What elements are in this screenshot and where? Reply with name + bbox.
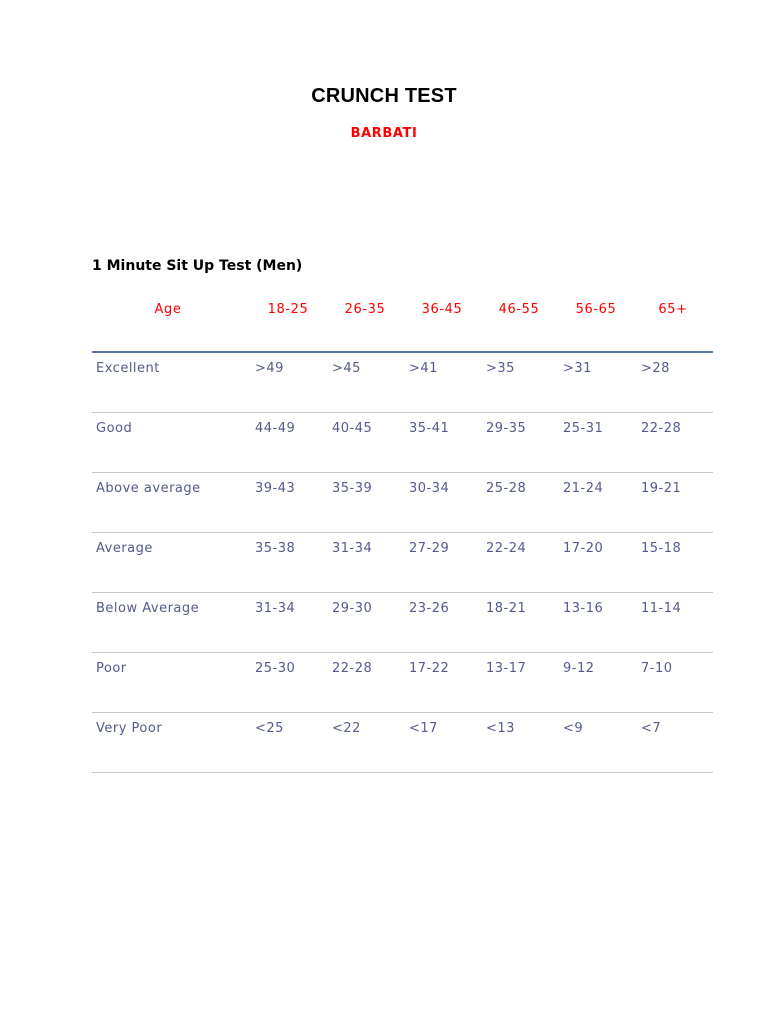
value-cell: >31 <box>563 361 592 376</box>
row-label-cell: Good <box>96 421 133 436</box>
value-cell: 22-28 <box>332 661 373 676</box>
value-cell: <22 <box>332 721 361 736</box>
value-cell: 31-34 <box>332 541 373 556</box>
value-cell: <9 <box>563 721 584 736</box>
value-cell: 35-39 <box>332 481 373 496</box>
value-cell: 21-24 <box>563 481 604 496</box>
value-cell: 17-22 <box>409 661 450 676</box>
page-subtitle: BARBATI <box>350 126 418 141</box>
value-cell: 25-30 <box>255 661 296 676</box>
value-cell: 23-26 <box>409 601 450 616</box>
value-cell: <7 <box>641 721 662 736</box>
header-cell: 46-55 <box>498 302 540 317</box>
header-cell: 65+ <box>658 302 688 317</box>
table-row <box>92 413 713 473</box>
value-cell: 27-29 <box>409 541 450 556</box>
value-cell: <13 <box>486 721 515 736</box>
value-cell: <25 <box>255 721 284 736</box>
value-cell: 29-35 <box>486 421 527 436</box>
row-label-cell: Excellent <box>96 361 160 376</box>
value-cell: 39-43 <box>255 481 296 496</box>
value-cell: >28 <box>641 361 670 376</box>
value-cell: <17 <box>409 721 438 736</box>
value-cell: 13-16 <box>563 601 604 616</box>
value-cell: 11-14 <box>641 601 682 616</box>
value-cell: 22-28 <box>641 421 682 436</box>
value-cell: 7-10 <box>641 661 673 676</box>
header-cell: 18-25 <box>267 302 309 317</box>
page-title: CRUNCH TEST <box>311 85 457 107</box>
row-label-cell: Very Poor <box>96 721 163 736</box>
row-label-cell: Below Average <box>96 601 200 616</box>
value-cell: 35-38 <box>255 541 296 556</box>
value-cell: 40-45 <box>332 421 373 436</box>
value-cell: 18-21 <box>486 601 527 616</box>
value-cell: 15-18 <box>641 541 682 556</box>
value-cell: 13-17 <box>486 661 527 676</box>
value-cell: 29-30 <box>332 601 373 616</box>
value-cell: >41 <box>409 361 438 376</box>
section-heading: 1 Minute Sit Up Test (Men) <box>92 258 303 274</box>
value-cell: >49 <box>255 361 284 376</box>
value-cell: 44-49 <box>255 421 296 436</box>
value-cell: 17-20 <box>563 541 604 556</box>
value-cell: 31-34 <box>255 601 296 616</box>
value-cell: 30-34 <box>409 481 450 496</box>
row-label-cell: Average <box>96 541 153 556</box>
table-row <box>92 653 713 713</box>
value-cell: >45 <box>332 361 361 376</box>
table-body <box>92 353 713 773</box>
row-label-cell: Above average <box>96 481 201 496</box>
value-cell: 9-12 <box>563 661 595 676</box>
table-row <box>92 593 713 653</box>
header-cell-age: Age <box>154 302 182 317</box>
value-cell: >35 <box>486 361 515 376</box>
header-cell: 36-45 <box>421 302 463 317</box>
table-header-row <box>92 290 713 353</box>
value-cell: 25-28 <box>486 481 527 496</box>
value-cell: 25-31 <box>563 421 604 436</box>
table-row <box>92 353 713 413</box>
row-label-cell: Poor <box>96 661 127 676</box>
header-cell: 56-65 <box>575 302 617 317</box>
table-row <box>92 473 713 533</box>
value-cell: 19-21 <box>641 481 682 496</box>
value-cell: 22-24 <box>486 541 527 556</box>
table-row <box>92 533 713 593</box>
fitness-table <box>92 290 713 773</box>
header-cell: 26-35 <box>344 302 386 317</box>
table-row <box>92 713 713 773</box>
value-cell: 35-41 <box>409 421 450 436</box>
